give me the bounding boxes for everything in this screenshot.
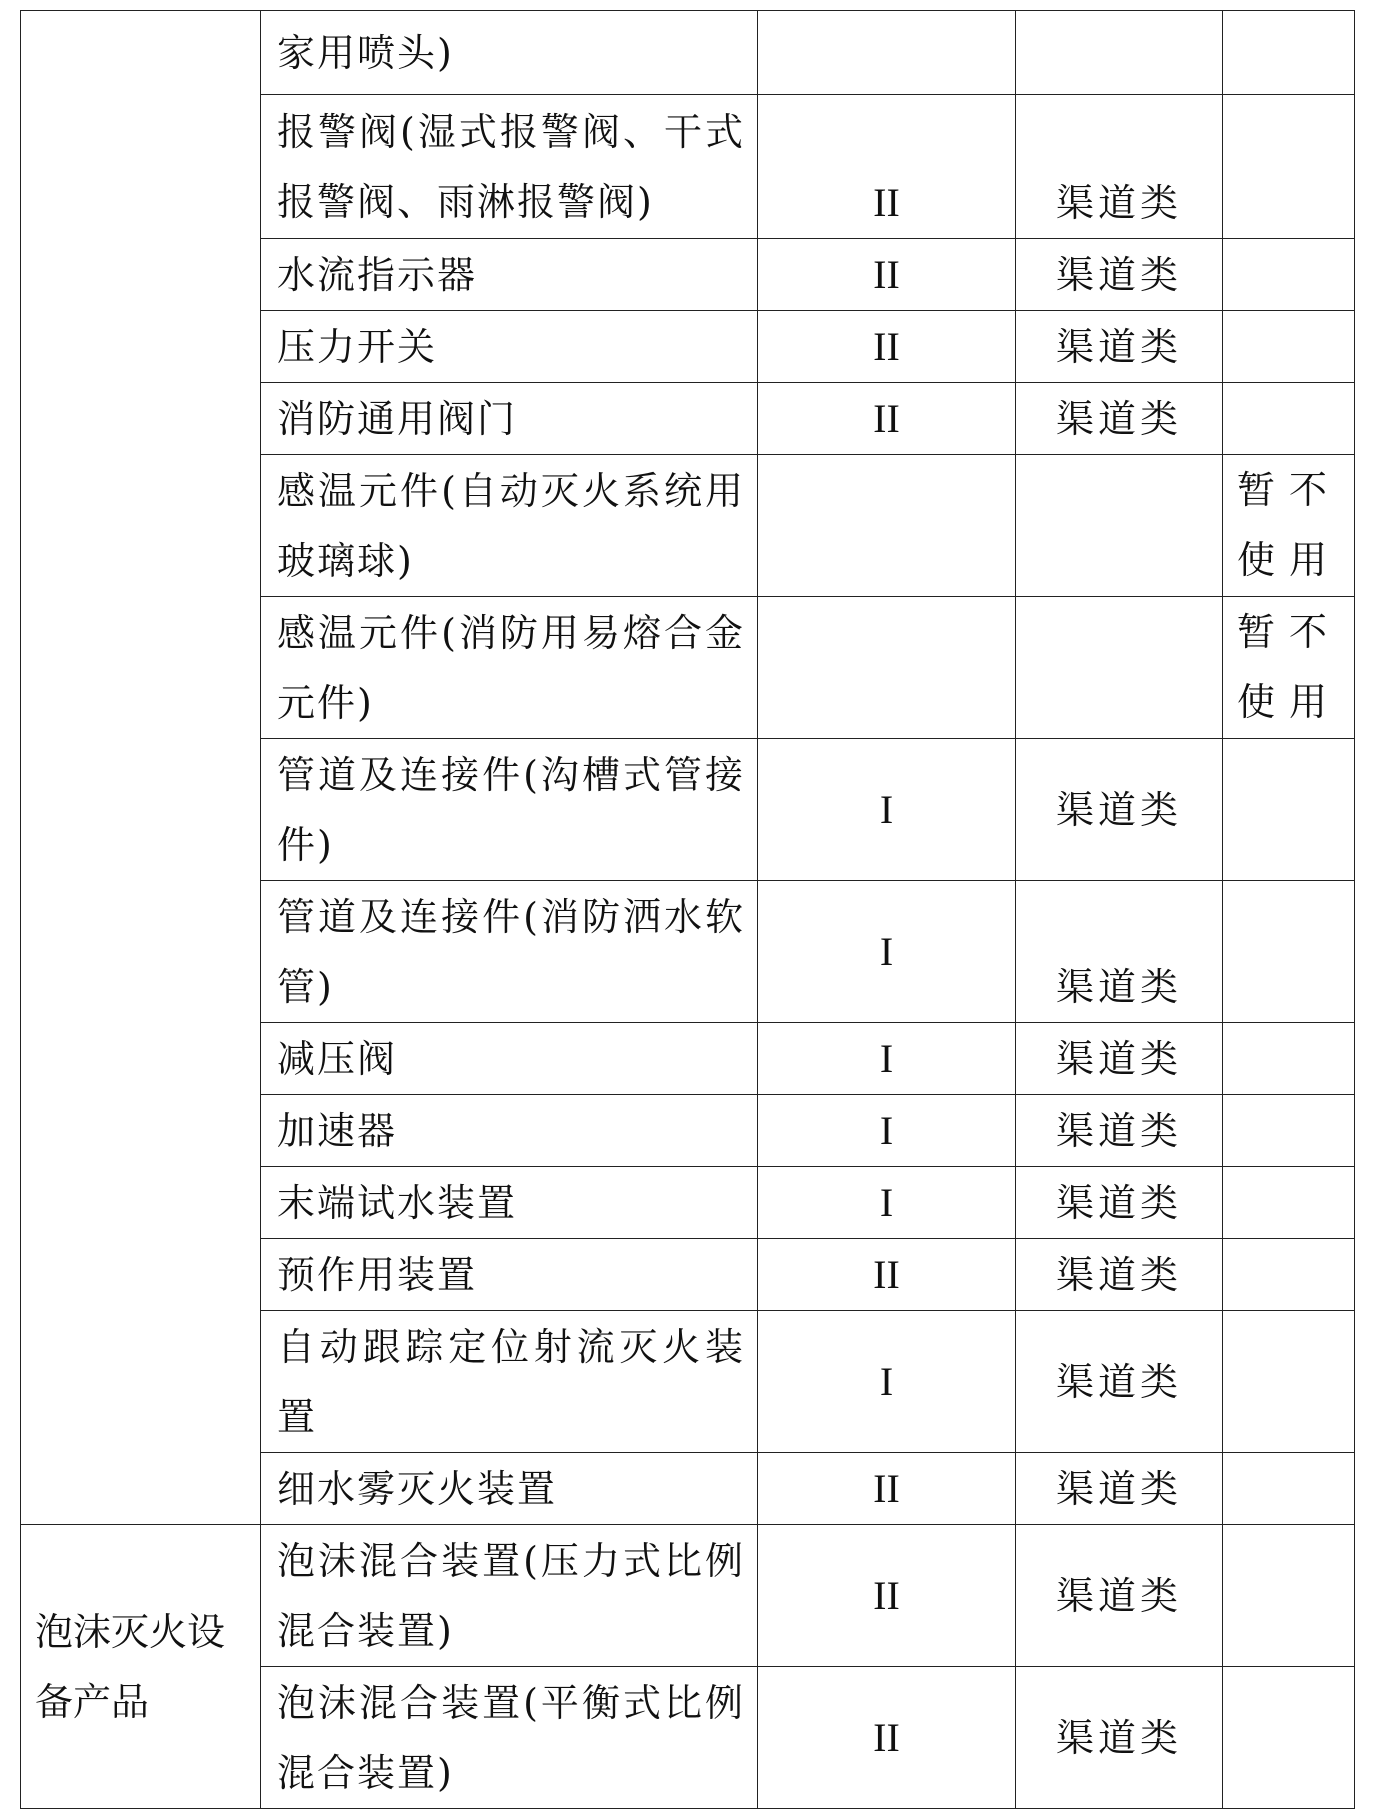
note-cell <box>1223 1453 1355 1525</box>
note-cell <box>1223 1023 1355 1095</box>
method-cell: 渠道类 <box>1016 1239 1223 1311</box>
level-cell: II <box>758 95 1016 239</box>
level-cell: I <box>758 739 1016 881</box>
level-cell <box>758 11 1016 95</box>
product-name: 自动跟踪定位射流灭火装置 <box>261 1311 758 1453</box>
product-name: 报警阀(湿式报警阀、干式报警阀、雨淋报警阀) <box>261 95 758 239</box>
product-name: 感温元件(自动灭火系统用玻璃球) <box>261 455 758 597</box>
product-name: 末端试水装置 <box>261 1167 758 1239</box>
method-cell <box>1016 455 1223 597</box>
method-cell: 渠道类 <box>1016 1311 1223 1453</box>
method-cell: 渠道类 <box>1016 1453 1223 1525</box>
level-cell: I <box>758 881 1016 1023</box>
method-cell <box>1016 11 1223 95</box>
level-cell <box>758 455 1016 597</box>
product-name: 预作用装置 <box>261 1239 758 1311</box>
product-name: 压力开关 <box>261 311 758 383</box>
product-name: 管道及连接件(沟槽式管接件) <box>261 739 758 881</box>
method-cell: 渠道类 <box>1016 1023 1223 1095</box>
method-cell: 渠道类 <box>1016 95 1223 239</box>
method-cell: 渠道类 <box>1016 311 1223 383</box>
level-cell: I <box>758 1095 1016 1167</box>
method-cell: 渠道类 <box>1016 739 1223 881</box>
method-cell: 渠道类 <box>1016 1525 1223 1667</box>
note-cell <box>1223 1095 1355 1167</box>
level-cell: I <box>758 1311 1016 1453</box>
product-name: 消防通用阀门 <box>261 383 758 455</box>
level-cell: II <box>758 1525 1016 1667</box>
category-cell-foam: 泡沫灭火设备产品 <box>21 1525 261 1809</box>
table-row <box>21 11 1355 95</box>
method-cell: 渠道类 <box>1016 1095 1223 1167</box>
level-cell <box>758 597 1016 739</box>
method-cell <box>1016 597 1223 739</box>
note-cell <box>1223 1667 1355 1809</box>
note-cell: 暂不使用 <box>1223 597 1355 739</box>
method-cell: 渠道类 <box>1016 383 1223 455</box>
table-row <box>21 1525 1355 1667</box>
note-cell <box>1223 1167 1355 1239</box>
level-cell: II <box>758 1239 1016 1311</box>
category-cell-empty <box>21 11 261 1525</box>
method-cell: 渠道类 <box>1016 881 1223 1023</box>
product-name: 泡沫混合装置(平衡式比例混合装置) <box>261 1667 758 1809</box>
product-name: 感温元件(消防用易熔合金元件) <box>261 597 758 739</box>
note-cell <box>1223 1311 1355 1453</box>
level-cell: I <box>758 1023 1016 1095</box>
level-cell: II <box>758 311 1016 383</box>
note-cell <box>1223 383 1355 455</box>
level-cell: II <box>758 239 1016 311</box>
product-name: 水流指示器 <box>261 239 758 311</box>
method-cell: 渠道类 <box>1016 239 1223 311</box>
level-cell: II <box>758 1667 1016 1809</box>
product-name: 细水雾灭火装置 <box>261 1453 758 1525</box>
note-cell <box>1223 739 1355 881</box>
note-cell: 暂不使用 <box>1223 455 1355 597</box>
product-name: 管道及连接件(消防洒水软管) <box>261 881 758 1023</box>
product-name: 减压阀 <box>261 1023 758 1095</box>
note-cell <box>1223 311 1355 383</box>
product-table <box>20 10 1355 1809</box>
level-cell: I <box>758 1167 1016 1239</box>
note-cell <box>1223 239 1355 311</box>
note-cell <box>1223 881 1355 1023</box>
note-cell <box>1223 1239 1355 1311</box>
method-cell: 渠道类 <box>1016 1667 1223 1809</box>
product-name: 泡沫混合装置(压力式比例混合装置) <box>261 1525 758 1667</box>
product-name: 家用喷头) <box>261 11 758 95</box>
note-cell <box>1223 95 1355 239</box>
note-cell <box>1223 11 1355 95</box>
note-cell <box>1223 1525 1355 1667</box>
method-cell: 渠道类 <box>1016 1167 1223 1239</box>
level-cell: II <box>758 1453 1016 1525</box>
product-name: 加速器 <box>261 1095 758 1167</box>
level-cell: II <box>758 383 1016 455</box>
